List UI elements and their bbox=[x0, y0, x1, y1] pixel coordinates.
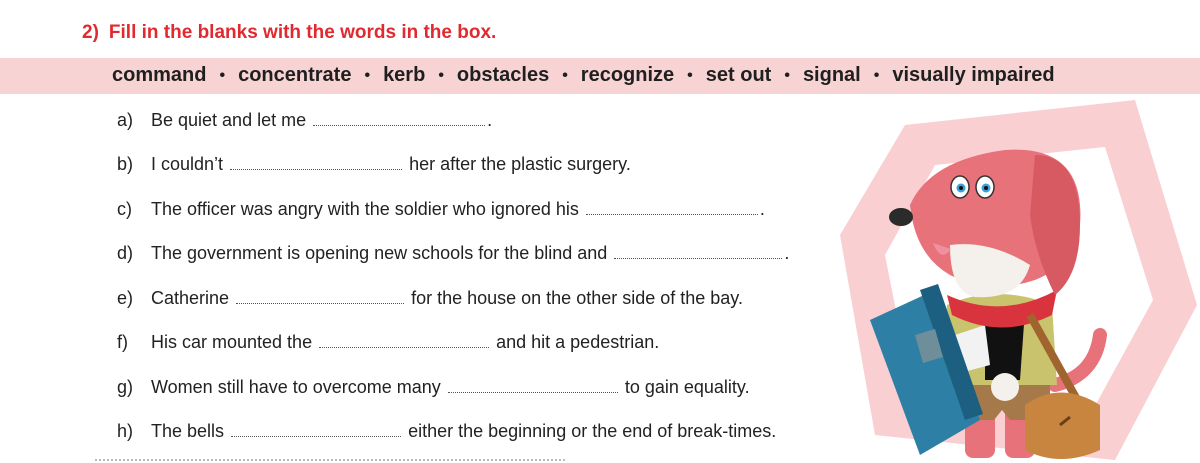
word-set-out: set out bbox=[705, 64, 772, 86]
item-text-after: to gain equality. bbox=[624, 377, 750, 397]
item-text-after: either the beginning or the end of break-times. bbox=[408, 421, 777, 441]
answer-blank[interactable] bbox=[313, 111, 485, 126]
bullet-separator: • bbox=[364, 66, 371, 84]
exercise-instruction: Fill in the blanks with the words in the box. bbox=[108, 22, 497, 43]
item-a bbox=[117, 110, 492, 131]
answer-blank[interactable] bbox=[236, 289, 404, 304]
item-label: b) bbox=[117, 154, 134, 174]
answer-blank[interactable] bbox=[231, 422, 401, 437]
item-label: c) bbox=[117, 199, 132, 219]
word-kerb: kerb bbox=[383, 64, 426, 86]
word-recognize: recognize bbox=[580, 64, 675, 86]
bullet-separator: • bbox=[873, 66, 880, 84]
exercise-title bbox=[82, 22, 496, 44]
item-text-before: The bells bbox=[151, 421, 225, 441]
item-d bbox=[117, 243, 789, 264]
answer-blank[interactable] bbox=[319, 333, 489, 348]
answer-blank[interactable] bbox=[230, 155, 402, 170]
item-label: a) bbox=[117, 110, 134, 130]
item-text-after: for the house on the other side of the bay. bbox=[411, 288, 743, 308]
item-text-before: I couldn’t bbox=[151, 154, 224, 174]
item-label: h) bbox=[117, 421, 134, 441]
word-signal: signal bbox=[802, 64, 861, 86]
item-c bbox=[117, 199, 765, 220]
answer-blank[interactable] bbox=[614, 244, 782, 259]
dog-illustration bbox=[855, 135, 1115, 463]
item-text-after: . bbox=[759, 199, 765, 219]
item-text-before: The government is opening new schools for the blind and bbox=[151, 243, 608, 263]
word-visually-impaired: visually impaired bbox=[892, 64, 1055, 86]
exercise-number: 2) bbox=[82, 22, 99, 43]
item-text-before: Women still have to overcome many bbox=[151, 377, 441, 397]
answer-blank[interactable] bbox=[586, 200, 758, 215]
answer-blank[interactable] bbox=[448, 378, 618, 393]
item-h bbox=[117, 421, 776, 442]
item-label: f) bbox=[117, 332, 128, 352]
item-label: g) bbox=[117, 377, 134, 397]
item-text-before: Catherine bbox=[151, 288, 230, 308]
item-text-after: and hit a pedestrian. bbox=[496, 332, 660, 352]
word-list bbox=[112, 64, 1055, 87]
item-label: d) bbox=[117, 243, 134, 263]
item-text-after: . bbox=[487, 110, 493, 130]
divider bbox=[95, 459, 565, 461]
bullet-separator: • bbox=[219, 66, 226, 84]
item-text-before: The officer was angry with the soldier who ignored his bbox=[151, 199, 579, 219]
item-text-before: His car mounted the bbox=[151, 332, 313, 352]
bullet-separator: • bbox=[438, 66, 444, 84]
item-text-after: . bbox=[784, 243, 790, 263]
bullet-separator: • bbox=[687, 66, 693, 84]
item-e bbox=[117, 288, 743, 309]
item-f bbox=[117, 332, 659, 353]
item-g bbox=[117, 377, 750, 398]
bullet-separator: • bbox=[562, 66, 568, 84]
item-text-after: her after the plastic surgery. bbox=[409, 154, 631, 174]
word-obstacles: obstacles bbox=[456, 64, 550, 86]
item-b bbox=[117, 154, 631, 175]
item-text-before: Be quiet and let me bbox=[151, 110, 307, 130]
item-label: e) bbox=[117, 288, 134, 308]
word-command: command bbox=[112, 64, 207, 86]
word-concentrate: concentrate bbox=[238, 64, 352, 86]
bullet-separator: • bbox=[784, 66, 790, 84]
